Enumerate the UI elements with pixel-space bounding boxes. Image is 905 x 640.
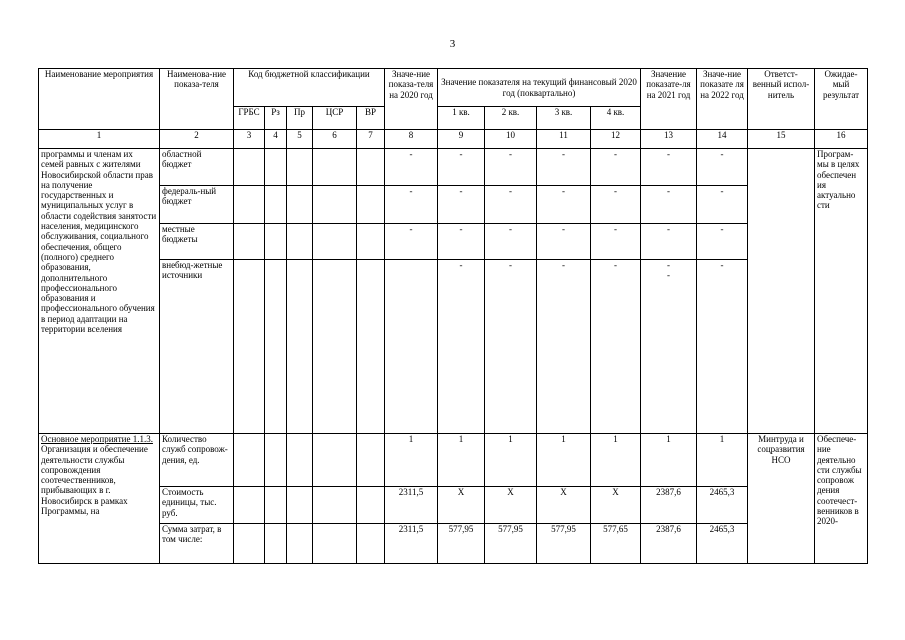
column-number: 13 [641, 130, 697, 149]
value-q1: - [438, 186, 485, 224]
header-grbs: ГРБС [234, 107, 265, 130]
value-q4: - [591, 224, 641, 260]
header-q3: 3 кв. [537, 107, 591, 130]
table-row [39, 224, 868, 260]
value-q3: - [537, 186, 591, 224]
activity-title: Основное мероприятие 1.1.3. [41, 434, 153, 444]
value-2020: 1 [385, 434, 438, 487]
activity-text: Организация и обеспечение деятельности службы сопровождения соотечественников, прибывающих в г. Новосибирск в рамках Программы, на [41, 444, 148, 517]
value-q4: 577,65 [591, 524, 641, 564]
column-number: 12 [591, 130, 641, 149]
header-q2: 2 кв. [485, 107, 537, 130]
value-2022: - [697, 186, 748, 224]
value-2022: - [697, 260, 748, 434]
value-q3: 1 [537, 434, 591, 487]
column-numbers-row [39, 130, 868, 149]
value-2020: - [385, 186, 438, 224]
value-2020: - [385, 149, 438, 186]
header-rz: Рз [265, 107, 287, 130]
value-2020: 2311,5 [385, 487, 438, 524]
activity-description: программы и членам их семей равных с жителями Новосибирской области прав на получение государственных и муниципальных услуг в области содействия занятости населения, медицинского обслуживания, социального обеспечения, общего (полного) среднего образования, дополнительного профессионального образования и профессионального обучения в период адаптации на территории вселения [39, 149, 160, 434]
value-q2: - [485, 260, 537, 434]
column-number: 11 [537, 130, 591, 149]
value-q4: - [591, 186, 641, 224]
table-row [39, 186, 868, 224]
executor-cell [748, 149, 815, 434]
value-2021: 2387,6 [641, 487, 697, 524]
indicator-name: Стоимость единицы, тыс. руб. [160, 487, 234, 524]
indicator-name: внебюд-жетные источники [160, 260, 234, 434]
column-number: 1 [39, 130, 160, 149]
column-number: 3 [234, 130, 265, 149]
value-q1: - [438, 149, 485, 186]
table-row [39, 487, 868, 524]
header-value-2020: Значе-ние показа-теля на 2020 год [385, 69, 438, 130]
value-2021: - - [641, 260, 697, 434]
value-q2: - [485, 149, 537, 186]
table-row [39, 434, 868, 487]
indicator-name: Сумма затрат, в том числе: [160, 524, 234, 564]
column-number: 8 [385, 130, 438, 149]
value-2022: - [697, 224, 748, 260]
column-number: 14 [697, 130, 748, 149]
value-q4: 1 [591, 434, 641, 487]
indicator-name: федераль-ный бюджет [160, 186, 234, 224]
header-result: Ожидае-мый результат [815, 69, 868, 130]
value-2021: 2387,6 [641, 524, 697, 564]
value-2021: - [641, 186, 697, 224]
column-number: 16 [815, 130, 868, 149]
value-q4: - [591, 260, 641, 434]
column-number: 6 [313, 130, 357, 149]
value-2020: - [385, 224, 438, 260]
header-value-2022: Значе-ние показате ля на 2022 год [697, 69, 748, 130]
table-row [39, 149, 868, 186]
value-q3: - [537, 260, 591, 434]
value-q1: - [438, 260, 485, 434]
value-q1: - [438, 224, 485, 260]
value-q1: Х [438, 487, 485, 524]
column-number: 10 [485, 130, 537, 149]
value-q3: - [537, 224, 591, 260]
header-csr: ЦСР [313, 107, 357, 130]
program-table [38, 68, 868, 564]
column-number: 5 [287, 130, 313, 149]
value-2022: 2465,3 [697, 524, 748, 564]
value-q3: - [537, 149, 591, 186]
value-2022: 2465,3 [697, 487, 748, 524]
header-budget-code: Код бюджетной классификации [234, 69, 385, 107]
value-2021: 1 [641, 434, 697, 487]
header-pr: Пр [287, 107, 313, 130]
expected-result: Програм-мы в целях обеспечен ия актуально сти [815, 149, 868, 434]
header-indicator: Наименова-ние показа-теля [160, 69, 234, 130]
value-2022: 1 [697, 434, 748, 487]
activity-description [39, 434, 160, 564]
value-2020: 2311,5 [385, 524, 438, 564]
header-executor: Ответст-венный испол-нитель [748, 69, 815, 130]
value-q3: Х [537, 487, 591, 524]
indicator-name: Количество служб сопровож-дения, ед. [160, 434, 234, 487]
value-q2: Х [485, 487, 537, 524]
value-q4: Х [591, 487, 641, 524]
header-current-year: Значение показателя на текущий финансовый 2020 год (поквартально) [438, 69, 641, 107]
value-2022: - [697, 149, 748, 186]
value-q4: - [591, 149, 641, 186]
value-q2: 1 [485, 434, 537, 487]
header-q4: 4 кв. [591, 107, 641, 130]
value-q2: 577,95 [485, 524, 537, 564]
indicator-name: местные бюджеты [160, 224, 234, 260]
table-row [39, 260, 868, 434]
value-q2: - [485, 186, 537, 224]
value-q2: - [485, 224, 537, 260]
value-2021: - [641, 224, 697, 260]
header-vr: ВР [357, 107, 385, 130]
column-number: 7 [357, 130, 385, 149]
value-q1: 577,95 [438, 524, 485, 564]
expected-result: Обеспече-ние деятельно сти службы сопровож дения соотечест-венников в 2020- [815, 434, 868, 564]
executor-cell: Минтруда и соцразвития НСО [748, 434, 815, 564]
header-q1: 1 кв. [438, 107, 485, 130]
value-q3: 577,95 [537, 524, 591, 564]
page-number: 3 [449, 38, 456, 50]
value-2020 [385, 260, 438, 434]
table-row [39, 524, 868, 564]
value-q1: 1 [438, 434, 485, 487]
column-number: 15 [748, 130, 815, 149]
value-2021: - [641, 149, 697, 186]
column-number: 4 [265, 130, 287, 149]
header-value-2021: Значение показате-ля на 2021 год [641, 69, 697, 130]
header-activity: Наименование мероприятия [39, 69, 160, 130]
column-number: 2 [160, 130, 234, 149]
indicator-name: областной бюджет [160, 149, 234, 186]
column-number: 9 [438, 130, 485, 149]
